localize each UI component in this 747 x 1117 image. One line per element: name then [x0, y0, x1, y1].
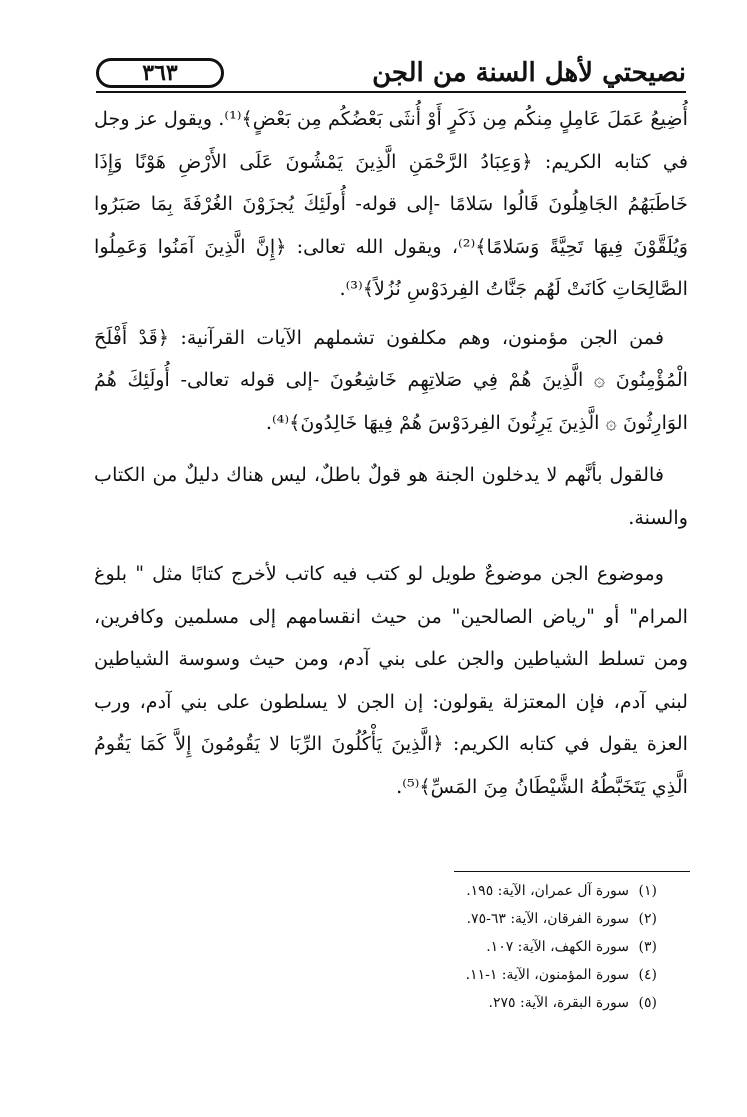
header-rule — [96, 91, 686, 93]
paragraph: أُضِيعُ عَمَلَ عَامِلٍ مِنكُم مِن ذَكَرٍ أَوْ أُنثَى بَعْضُكُم مِن بَعْضٍ﴾⁽¹⁾. ويقول عز وجل في كتابه الكريم: ﴿وَعِبَادُ الرَّحْمَنِ الَّذِينَ يَمْشُونَ عَلَى الأَرْضِ هَوْنًا وَإِذَا خَاطَبَهُمُ الجَاهِلُونَ قَالُوا سَلامًا -إلى قوله- أُولَئِكَ يُجزَوْنَ الغُرْفَةَ بِمَا صَبَرُوا وَيُلَقَّوْنَ فِيهَا تَحِيَّةً وَسَلامًا﴾⁽²⁾، ويقول الله تعالى: ﴿إِنَّ الَّذِينَ آمَنُوا وَعَمِلُوا الصَّالِحَاتِ كَانَتْ لَهُم جَنَّاتُ الفِردَوْسِ نُزُلاً﴾⁽³⁾. — [94, 107, 689, 300]
footnote-number: (١) — [638, 883, 657, 899]
footnote-separator — [454, 871, 690, 872]
page-header — [96, 54, 686, 94]
footnote-number: (٥) — [638, 995, 657, 1011]
body-text — [94, 98, 688, 808]
footnote — [217, 905, 657, 933]
footnote-text: سورة الكهف، الآية: ١٠٧. — [486, 939, 629, 955]
paragraph: فالقول بأنَّهم لا يدخلون الجنة هو قولٌ باطلٌ، ليس هناك دليلٌ من الكتاب والسنة. — [94, 463, 688, 529]
footnote-number: (٢) — [638, 911, 657, 927]
footnote — [217, 877, 657, 905]
footnote-text: سورة آل عمران، الآية: ١٩٥. — [466, 883, 629, 899]
footnote-number: (٤) — [638, 967, 657, 983]
footnote-text: سورة البقرة، الآية: ٢٧٥. — [488, 995, 629, 1011]
paragraph: وموضوع الجن موضوعٌ طويل لو كتب فيه كاتب لأخرج كتابًا مثل " بلوغ المرام" أو "رياض الصالحين" من حيث انقسامهم إلى مسلمين وكافرين، ومن تسلط الشياطين والجن على بني آدم، ومن حيث وسوسة الشياطين لبني آدم، فإن المعتزلة يقولون: إن الجن لا يسلطون على بني آدم، ورب العزة يقول في كتابه الكريم: ﴿الَّذِينَ يَأْكُلُونَ الرِّبَا لا يَقُومُونَ إِلاَّ كَمَا يَقُومُ الَّذِي يَتَخَبَّطُهُ الشَّيْطَانُ مِنَ المَسِّ﴾⁽⁵⁾. — [94, 562, 688, 798]
footnote — [217, 933, 657, 961]
paragraph: فمن الجن مؤمنون، وهم مكلفون تشملهم الآيات القرآنية: ﴿قَدْ أَفْلَحَ الْمُؤْمِنُونَ ۞ الَّذِينَ هُمْ فِي صَلاتِهِم خَاشِعُونَ -إلى قوله تعالى- أُولَئِكَ هُمُ الوَارِثُونَ ۞ الَّذِينَ يَرِثُونَ الفِردَوْسَ هُمْ فِيهَا خَالِدُونَ﴾⁽⁴⁾. — [94, 325, 688, 434]
footnote-text: سورة الفرقان، الآية: ٦٣-٧٥. — [466, 911, 629, 927]
footnotes — [217, 877, 657, 1017]
page-number: ٣٦٣ — [142, 60, 178, 86]
footnote-number: (٣) — [638, 939, 657, 955]
page-number-badge — [96, 58, 224, 88]
footnote — [217, 989, 657, 1017]
footnote-text: سورة المؤمنون، الآية: ١-١١. — [465, 967, 629, 983]
footnote — [217, 961, 657, 989]
running-title: نصيحتي لأهل السنة من الجن — [372, 58, 686, 88]
